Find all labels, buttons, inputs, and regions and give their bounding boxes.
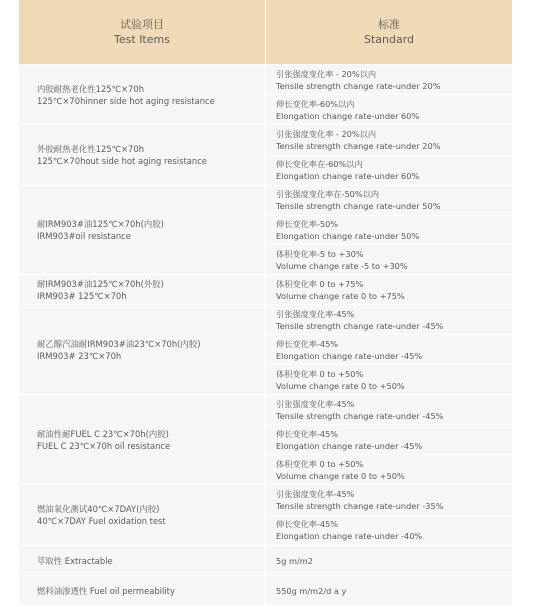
standard-entry	[265, 305, 512, 334]
standard-entry	[265, 125, 512, 155]
header-std-en: Standard	[363, 33, 415, 46]
standard-text: 体积变化率 0 to +50%	[276, 458, 364, 469]
test-item-cell	[19, 125, 265, 185]
table-body	[19, 64, 512, 605]
test-item-cell	[19, 186, 265, 274]
standard-text-en: Tensile strength change rate-under -35%	[276, 500, 444, 511]
test-item-name: 耐油性耐FUEL C 23℃×70h(内胶)	[37, 428, 169, 439]
standard-text: 体积变化率 0 to +50%	[276, 368, 364, 379]
standard-text: 5g m/m2	[276, 555, 313, 566]
standard-entry	[265, 215, 512, 245]
standard-text-en: Tensile strength change rate-under 20%	[276, 140, 441, 151]
standard-text-en: Elongation change rate-under -45%	[276, 440, 423, 451]
standard-text: 伸长变化率在-60%以内	[276, 159, 363, 170]
standard-text: 550g m/m2/d a y	[276, 585, 347, 596]
test-item-name-en: FUEL C 23℃×70h oil resistance	[37, 440, 171, 451]
standard-cell	[265, 395, 512, 484]
test-item-cell	[19, 275, 265, 304]
header-item-cn: 试验项目	[120, 18, 164, 31]
standard-text-en: Elongation change rate-under 50%	[276, 231, 420, 241]
test-item-name-en: IRM903# 125℃×70h	[37, 290, 127, 301]
standard-cell	[265, 275, 512, 304]
standard-entry	[265, 334, 512, 364]
standard-text: 体积变化率-5 to +30%	[276, 248, 364, 259]
standard-text: 引张强度变化率在-50%以内	[276, 189, 380, 200]
standard-text-en: Volume change rate -5 to +30%	[276, 260, 408, 271]
standard-cell	[265, 186, 512, 274]
standard-text: 引张强度变化率-45%	[276, 308, 355, 319]
standard-text-en: Volume change rate 0 to +50%	[276, 380, 405, 391]
standard-cell	[265, 546, 512, 575]
standard-text: 伸长变化率-60%以内	[276, 98, 355, 109]
test-item-name: 燃油氧化测试40℃×7DAY(内胶)	[37, 504, 160, 514]
table-header	[19, 0, 512, 64]
standard-text: 引张强度变化率-45%	[276, 398, 355, 409]
table-row	[19, 274, 512, 304]
standard-entry	[265, 186, 512, 215]
standard-entry	[265, 244, 512, 274]
header-item-en: Test Items	[114, 33, 170, 46]
standard-entry	[265, 395, 512, 424]
test-item-cell	[19, 305, 265, 394]
header-standard	[266, 0, 512, 64]
test-item-cell	[19, 546, 265, 575]
standard-entry	[265, 515, 512, 546]
table-row	[19, 64, 512, 124]
table-row	[19, 575, 512, 605]
standard-text-en: Volume change rate 0 to +50%	[276, 470, 405, 481]
standard-entry	[265, 454, 512, 484]
standard-text-en: Tensile strength change rate-under 20%	[276, 80, 441, 91]
standard-cell	[265, 65, 512, 124]
standard-entry	[265, 65, 512, 94]
test-item-name-en: IRM903# 23℃×70h	[37, 350, 122, 361]
table-row	[19, 304, 512, 394]
standard-text: 伸长变化率-45%	[276, 338, 339, 349]
standard-cell	[265, 125, 512, 185]
standard-text-en: Tensile strength change rate-under 50%	[276, 201, 441, 212]
standard-entry	[265, 364, 512, 394]
standard-entry	[265, 576, 512, 605]
standard-cell	[265, 485, 512, 545]
standard-text: 引张强度变化率-45%	[276, 488, 355, 499]
header-std-cn: 标准	[378, 18, 400, 31]
standard-text: 伸长变化率-50%	[276, 219, 339, 229]
standard-text-en: Tensile strength change rate-under -45%	[276, 320, 444, 331]
test-item-cell	[19, 395, 265, 484]
test-item-name-en: 40℃×7DAY Fuel oxidation test	[37, 516, 166, 526]
spec-table	[19, 0, 512, 605]
test-item-name: 耐IRM903#油125℃×70h(内胶)	[37, 219, 164, 229]
standard-text: 引张强度变化率 - 20%以内	[276, 128, 377, 139]
test-item-cell	[19, 65, 265, 124]
test-item-name-en: 125℃×70hinner side hot aging resistance	[37, 95, 215, 106]
standard-cell	[265, 576, 512, 605]
table-row	[19, 124, 512, 185]
standard-entry	[265, 155, 512, 186]
test-item-cell	[19, 485, 265, 545]
test-item-name-en: 125℃×70hout side hot aging resistance	[37, 156, 207, 166]
table-row	[19, 394, 512, 484]
standard-entry	[265, 94, 512, 124]
standard-text: 引张强度变化率 - 20%以内	[276, 68, 377, 79]
test-item-name: 耐IRM903#油125℃×70h(外胶)	[37, 278, 164, 289]
standard-text-en: Tensile strength change rate-under -45%	[276, 410, 444, 421]
standard-text: 体积变化率 0 to +75%	[276, 278, 364, 289]
standard-text-en: Elongation change rate-under -40%	[276, 531, 423, 542]
test-item-name: 燃料油渗透性 Fuel oil permeability	[37, 585, 175, 596]
standard-entry	[265, 485, 512, 515]
header-test-items	[19, 0, 266, 64]
table-row	[19, 484, 512, 545]
standard-entry	[265, 546, 512, 575]
standard-text-en: Elongation change rate-under 60%	[276, 171, 420, 182]
standard-entry	[265, 424, 512, 454]
standard-cell	[265, 305, 512, 394]
test-item-name: 外胶耐热老化性125℃×70h	[37, 144, 144, 154]
standard-text-en: Elongation change rate-under -45%	[276, 350, 423, 361]
test-item-cell	[19, 576, 265, 605]
test-item-name: 内胶耐热老化性125℃×70h	[37, 83, 144, 94]
table-row	[19, 545, 512, 575]
test-item-name-en: IRM903#oil resistance	[37, 231, 131, 241]
standard-text-en: Elongation change rate-under 60%	[276, 110, 420, 121]
test-item-name: 耐乙醇汽油耐IRM903#油23℃×70h(内胶)	[37, 338, 201, 349]
table-row	[19, 185, 512, 274]
standard-text: 伸长变化率-45%	[276, 519, 339, 530]
standard-text-en: Volume change rate 0 to +75%	[276, 290, 405, 301]
standard-entry	[265, 275, 512, 304]
standard-text: 伸长变化率-45%	[276, 428, 339, 439]
test-item-name: 萃取性 Extractable	[37, 555, 113, 566]
